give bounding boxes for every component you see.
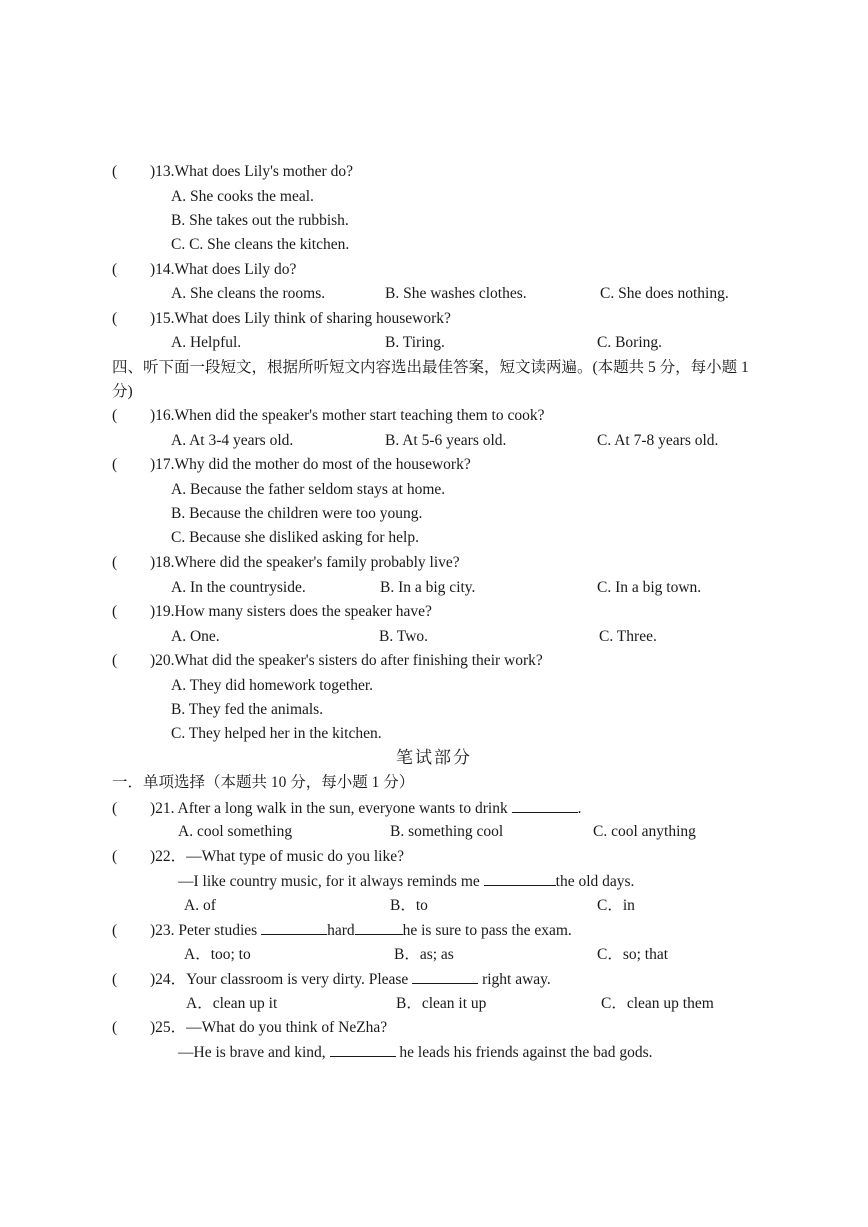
answer-blank[interactable] <box>261 920 327 935</box>
option-b: B. She washes clothes. <box>385 285 527 302</box>
question-17 <box>112 455 471 475</box>
question-19 <box>112 602 432 622</box>
question-stem: )15.What does Lily think of sharing housework? <box>150 310 451 327</box>
question-stem: )18.Where did the speaker's family probably live? <box>150 554 460 571</box>
written-part-title: 笔试部分 <box>396 748 472 767</box>
question-stem: —He is brave and kind, <box>178 1044 326 1061</box>
question-stem: )14.What does Lily do? <box>150 261 297 278</box>
option-b: B. At 5-6 years old. <box>385 432 507 449</box>
answer-paren[interactable]: ( <box>112 652 118 669</box>
option-b: B. Because the children were too young. <box>171 505 423 522</box>
answer-paren[interactable]: ( <box>112 554 118 571</box>
question-15 <box>112 309 451 329</box>
question-stem: )19.How many sisters does the speaker have? <box>150 603 432 620</box>
option-a: A. She cleans the rooms. <box>171 285 326 302</box>
answer-paren[interactable]: ( <box>112 1019 118 1036</box>
option-a: A. She cooks the meal. <box>171 188 314 205</box>
section-1-heading: 一．单项选择（本题共 10 分，每小题 1 分） <box>112 774 415 791</box>
option-a: A. Because the father seldom stays at home. <box>171 481 446 498</box>
option-c: C. Because she disliked asking for help. <box>171 529 419 546</box>
question-stem: )17.Why did the mother do most of the housework? <box>150 456 471 473</box>
question-22-line-2 <box>178 871 634 892</box>
question-18 <box>112 553 460 573</box>
answer-paren[interactable]: ( <box>112 971 118 988</box>
question-25 <box>112 1018 387 1038</box>
option-a: A．too; to <box>184 946 251 963</box>
option-c: C. In a big town. <box>597 579 702 596</box>
question-stem: )20.What did the speaker's sisters do after finishing their work? <box>150 652 543 669</box>
option-c: C. They helped her in the kitchen. <box>171 725 382 742</box>
question-13 <box>112 162 353 182</box>
option-a: A. cool something <box>178 823 293 840</box>
question-stem: )25．—What do you think of NeZha? <box>150 1019 388 1036</box>
answer-paren[interactable]: ( <box>112 603 118 620</box>
answer-blank[interactable] <box>512 798 578 813</box>
option-a: A. of <box>184 897 216 914</box>
option-b: B．clean it up <box>396 995 487 1012</box>
question-stem: )21. After a long walk in the sun, everyone wants to drink <box>150 800 508 817</box>
answer-blank[interactable] <box>412 969 478 984</box>
option-c: C. C. She cleans the kitchen. <box>171 236 350 253</box>
option-a: A. They did homework together. <box>171 677 374 694</box>
question-stem: —I like country music, for it always reminds me <box>178 873 480 890</box>
option-a: A．clean up it <box>186 995 278 1012</box>
answer-paren[interactable]: ( <box>112 848 118 865</box>
option-a: A. In the countryside. <box>171 579 306 596</box>
question-stem-end: he leads his friends against the bad gods. <box>399 1044 653 1061</box>
question-stem: )22．—What type of music do you like? <box>150 848 404 865</box>
answer-blank[interactable] <box>355 920 403 935</box>
question-16 <box>112 406 544 426</box>
answer-paren[interactable]: ( <box>112 163 118 180</box>
question-stem-end: . <box>577 800 582 817</box>
option-c: C．so; that <box>597 946 669 963</box>
option-b: B. Two. <box>379 628 429 645</box>
option-c: C. Boring. <box>597 334 663 351</box>
question-22 <box>112 847 404 867</box>
question-24 <box>112 969 551 990</box>
answer-paren[interactable]: ( <box>112 922 118 939</box>
question-25-line-2 <box>178 1042 653 1063</box>
option-a: A. One. <box>171 628 220 645</box>
option-b: B. They fed the animals. <box>171 701 324 718</box>
question-stem-end: the old days. <box>555 873 635 890</box>
answer-paren[interactable]: ( <box>112 800 118 817</box>
question-stem-end: right away. <box>482 971 551 988</box>
answer-paren[interactable]: ( <box>112 456 118 473</box>
question-stem: )23. Peter studies <box>150 922 258 939</box>
option-c: C. She does nothing. <box>600 285 729 302</box>
question-stem: )16.When did the speaker's mother start teaching them to cook? <box>150 407 545 424</box>
answer-blank[interactable] <box>484 871 556 886</box>
option-c: C．in <box>597 897 635 914</box>
section-4-heading: 四、听下面一段短文，根据所听短文内容选出最佳答案，短文读两遍。(本题共 5 分，每小题 1 分) <box>112 359 749 400</box>
answer-paren[interactable]: ( <box>112 310 118 327</box>
question-14 <box>112 260 296 280</box>
option-b: B. Tiring. <box>385 334 445 351</box>
question-stem: )13.What does Lily's mother do? <box>150 163 353 180</box>
option-c: C. cool anything <box>593 823 696 840</box>
option-a: A. At 3-4 years old. <box>171 432 294 449</box>
option-b: B．to <box>390 897 428 914</box>
option-c: C．clean up them <box>601 995 714 1012</box>
option-c: C. At 7-8 years old. <box>597 432 719 449</box>
question-20 <box>112 651 543 671</box>
question-stem: )24．Your classroom is very dirty. Please <box>150 971 409 988</box>
option-b: B. something cool <box>390 823 504 840</box>
question-stem-end: he is sure to pass the exam. <box>402 922 572 939</box>
answer-paren[interactable]: ( <box>112 407 118 424</box>
option-b: B. In a big city. <box>380 579 476 596</box>
option-c: C. Three. <box>599 628 657 645</box>
answer-blank[interactable] <box>330 1042 396 1057</box>
answer-paren[interactable]: ( <box>112 261 118 278</box>
option-a: A. Helpful. <box>171 334 242 351</box>
option-b: B．as; as <box>394 946 454 963</box>
option-b: B. She takes out the rubbish. <box>171 212 349 229</box>
question-23 <box>112 920 572 941</box>
question-stem-mid: hard <box>327 922 355 939</box>
question-21 <box>112 798 581 819</box>
